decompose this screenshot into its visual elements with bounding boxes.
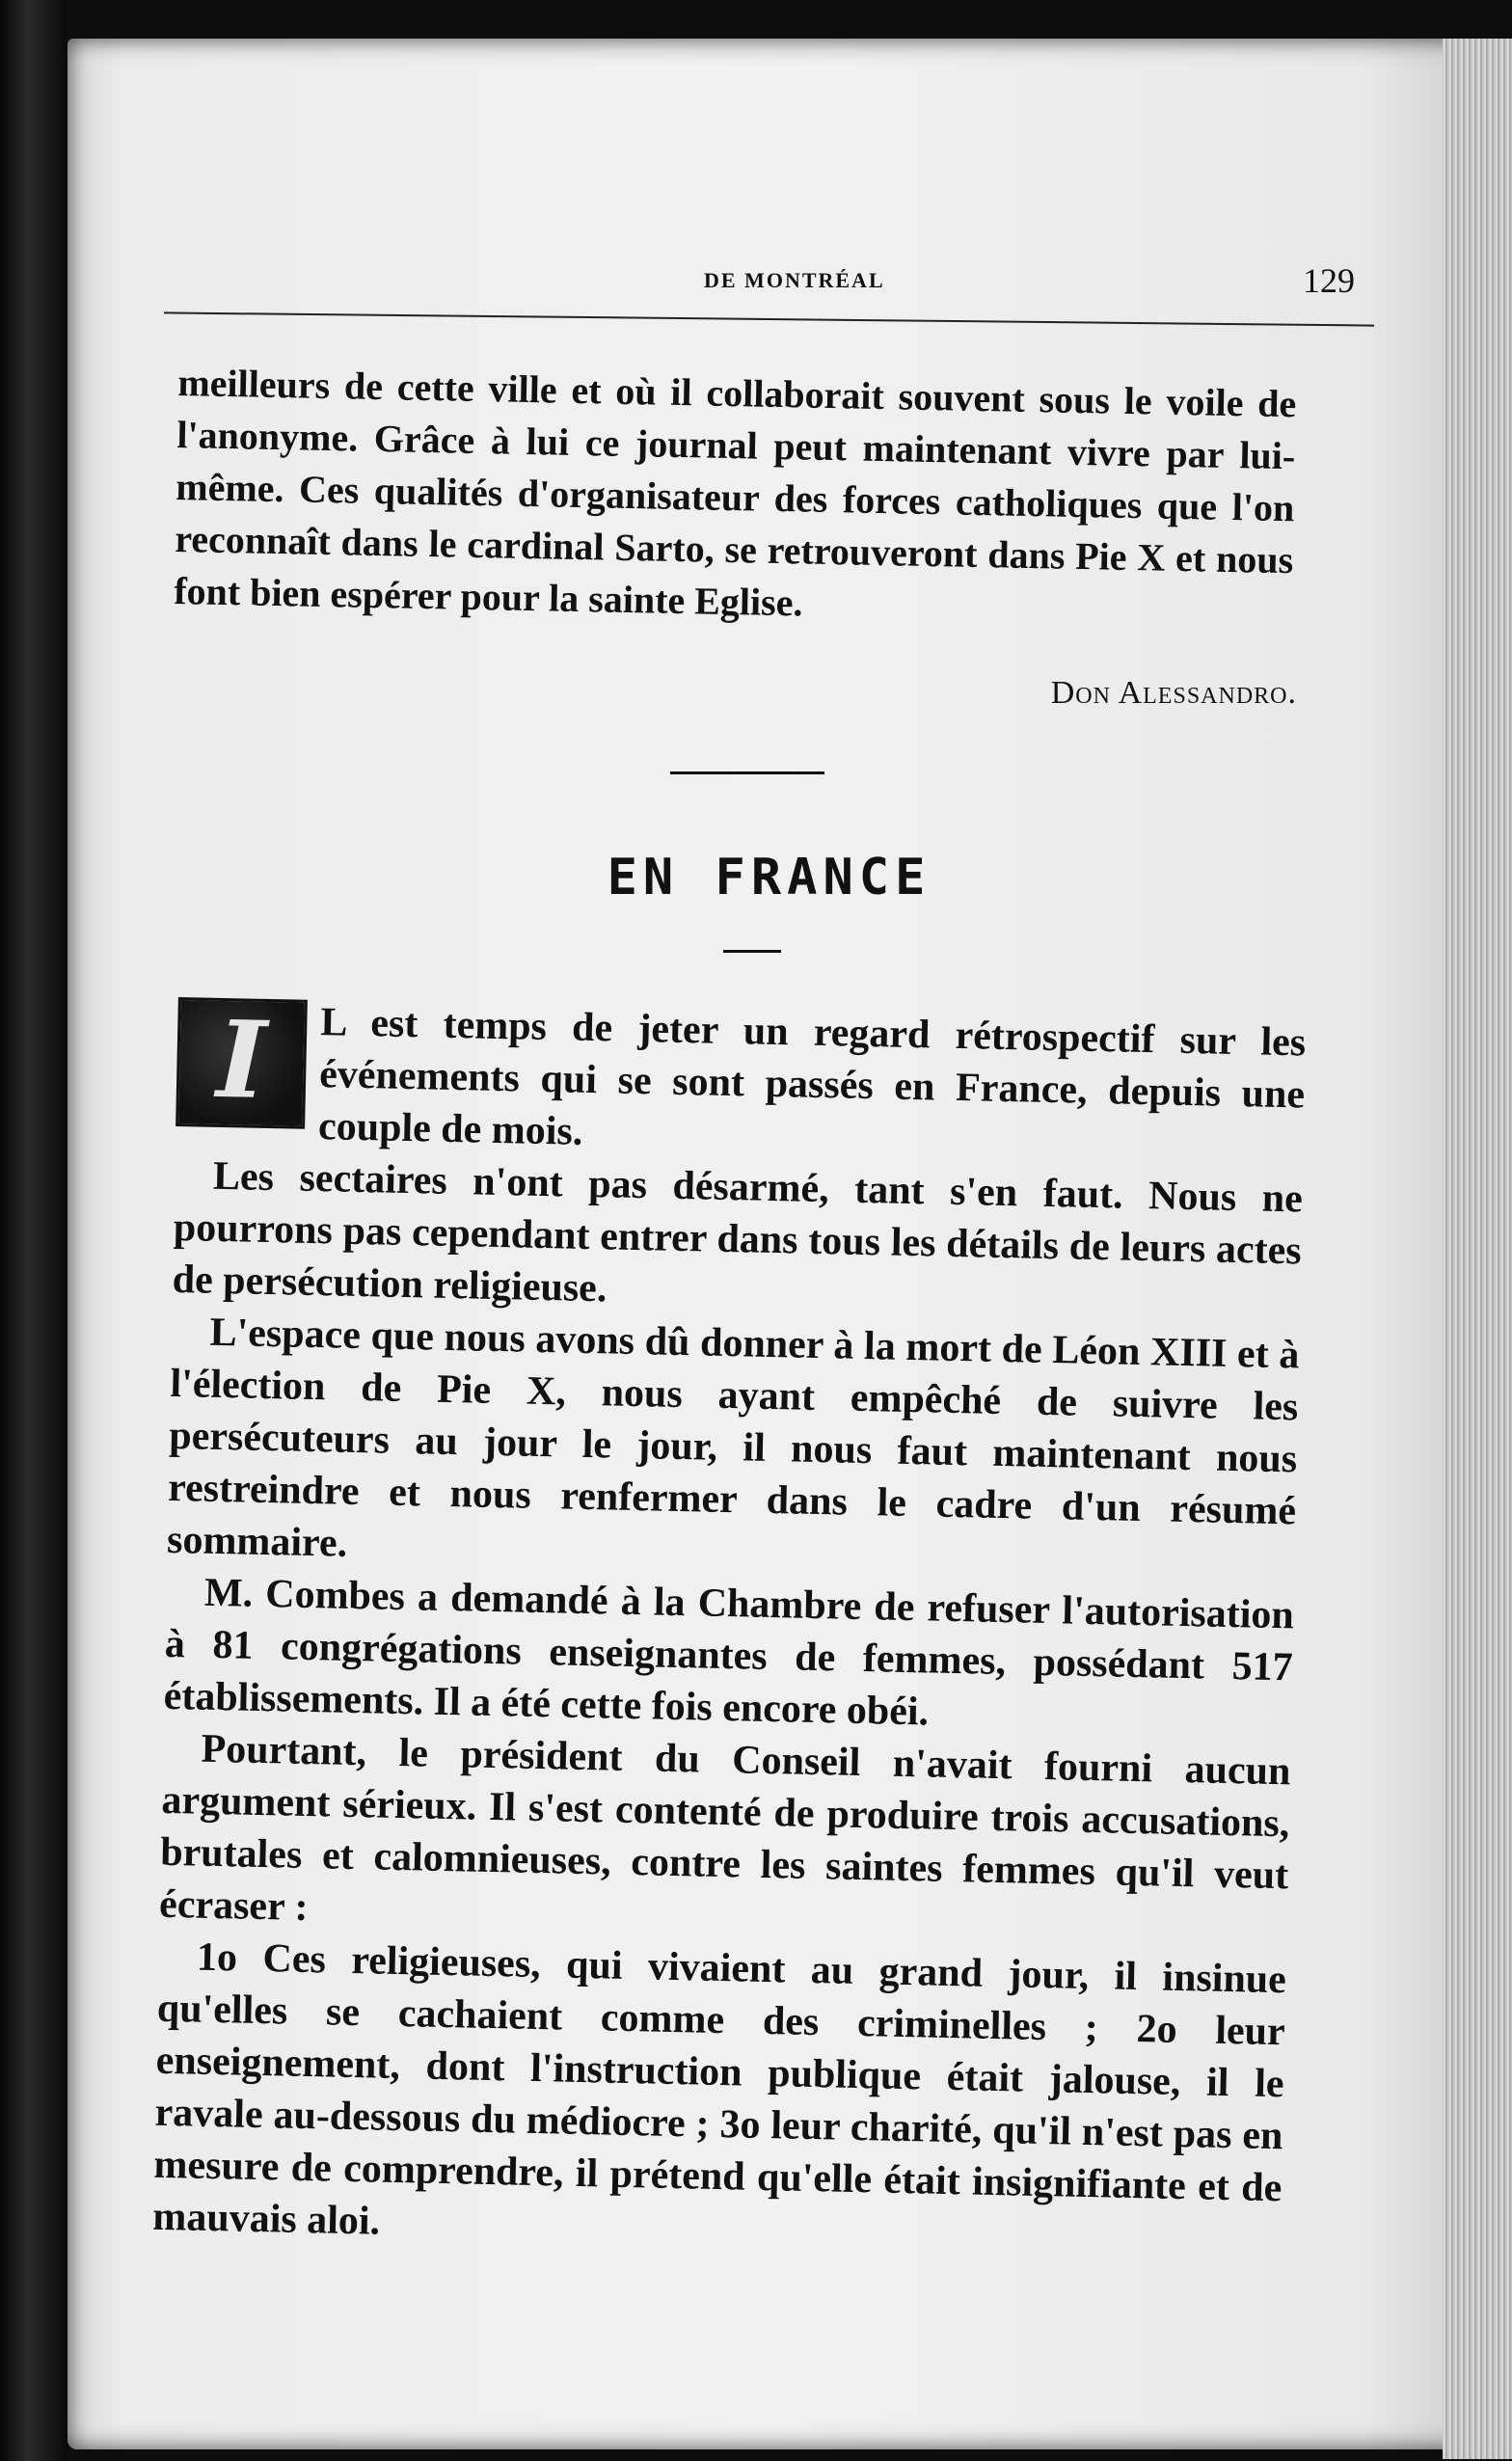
book-page: [68, 39, 1475, 2449]
page-content: [151, 39, 1374, 2449]
first-paragraph-text: L est temps de jeter un regard rétrospectif sur les événements qui se sont passés en France, depuis une couple de mois.: [317, 1000, 1307, 1154]
page-number: 129: [1303, 261, 1355, 300]
article-paragraph: M. Combes a demandé à la Chambre de refuser l'autorisation à 81 congrégations enseignantes de femmes, possédant 517 établissements. Il a été cette fois encore obéi.: [163, 1570, 1295, 1735]
continued-paragraph: meilleurs de cette ville et où il collaborait souvent sous le voile de l'anonyme. Grâce à lui ce journal peut maintenant vivre par lui-même. Ces qualités d'organisateur des forces catholiques que l'on reconnaît dans le cardinal Sarto, se retrouveront dans Pie X et nous font bien espérer pour la sainte Eglise.: [173, 360, 1297, 625]
ornamental-drop-cap: [176, 997, 308, 1129]
drop-cap-letter: I: [215, 996, 268, 1122]
article-paragraph: 1o Ces religieuses, qui vivaient au grand jour, il insinue qu'elles se cachaient comme des criminelles ; 2o leur enseignement, dont l'instruction publique était jalouse, il le ravale au-dessous du médiocre ; 3o leur charité, qu'il n'est pas en mesure de comprendre, il prétend qu'elle était insignifiante et de mauvais aloi.: [151, 1934, 1287, 2244]
title-underline-rule: [723, 950, 781, 953]
author-signature: Don Alessandro.: [1050, 675, 1297, 711]
section-separator-rule: [670, 771, 824, 774]
book-binding-edge: [0, 0, 68, 2461]
running-title: DE MONTRÉAL: [704, 268, 885, 292]
article-body: [152, 993, 1307, 2266]
page-header: [164, 222, 1374, 309]
header-rule: [164, 311, 1374, 326]
section-title: EN FRANCE: [607, 849, 932, 906]
article-first-paragraph: [176, 993, 1307, 1173]
article-paragraph: L'espace que nous avons dû donner à la mort de Léon XIII et à l'élection de Pie X, nous ayant empêché de suivre les persécuteurs au jour le jour, il nous faut maintenant nous restreindre et nous renfermer dans le cadre d'un résumé sommaire.: [166, 1310, 1300, 1566]
article-paragraph: Pourtant, le président du Conseil n'avait fourni aucun argument sérieux. Il s'est contenté de produire trois accusations, brutales et calomnieuses, contre les saintes femmes qu'il veut écraser :: [158, 1726, 1291, 1931]
article-paragraph: Les sectaires n'ont pas désarmé, tant s'en faut. Nous ne pourrons pas cependant entrer dans tous les détails de leurs actes de persécution religieuse.: [172, 1153, 1304, 1312]
page-stack-edge: [1443, 39, 1512, 2459]
